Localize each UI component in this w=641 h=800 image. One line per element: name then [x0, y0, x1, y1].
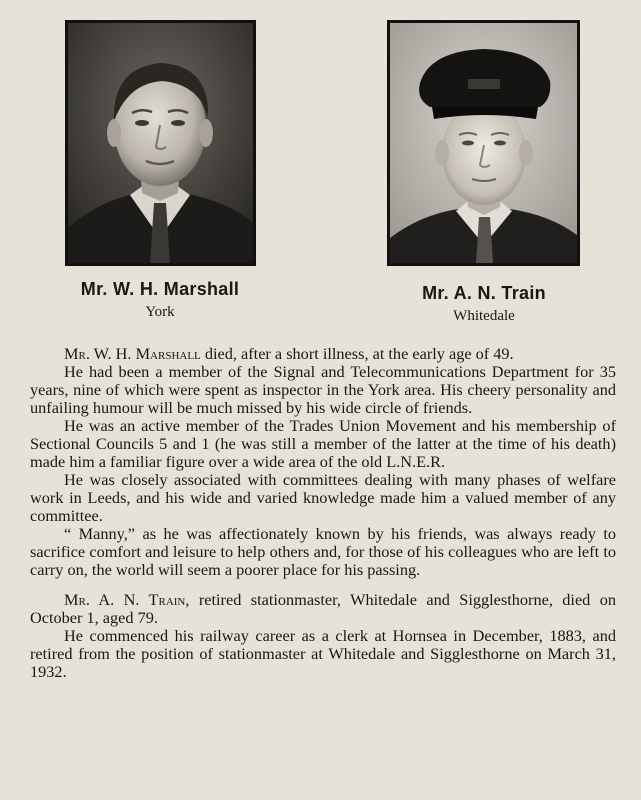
portrait-photo-train	[387, 20, 580, 266]
caption-name-train: Mr. A. N. Train	[422, 283, 546, 303]
lead-name-marshall: Mr. W. H. Marshall	[64, 344, 201, 363]
paragraph-marshall-union: He was an active member of the Trades Union Movement and his membership of Sectional Councils 5 and 1 (he was still a member of the latter at the time of his death) made him a familiar figure over a wide area of the old L.N.E.R.	[30, 416, 616, 471]
paragraph-train-career: He commenced his railway career as a clerk at Hornsea in December, 1883, and retired from the position of stationmaster at Whitedale and Sigglesthorne on March 31, 1932.	[30, 626, 616, 681]
paragraph-marshall-manny: “ Manny,” as he was affectionately known by his friends, was always ready to sacrifice comfort and leisure to help others and, for those of his colleagues who are left to carry on, the world will seem a poorer place for his passing.	[30, 524, 616, 579]
obituary-article	[30, 345, 616, 681]
paragraph-marshall-intro	[30, 345, 616, 363]
caption-name-marshall: Mr. W. H. Marshall	[80, 279, 240, 299]
caption-place-marshall: York	[145, 304, 175, 320]
paragraph-text: died, after a short illness, at the early age of 49.	[200, 344, 514, 363]
paragraph-text: , retired stationmaster, Whitedale and Sigglesthorne, died on October 1, aged 79.	[30, 590, 616, 627]
paragraph-marshall-welfare: He was closely associated with committees dealing with many phases of welfare work in Leeds, and his wide and varied knowledge made him a valued member of any committee.	[30, 470, 616, 525]
portrait-photo-marshall	[65, 20, 256, 266]
caption-place-train: Whitedale	[453, 308, 515, 324]
portrait-marshall-icon	[68, 23, 253, 263]
paragraph-marshall-career: He had been a member of the Signal and Telecommunications Department for 35 years, nine of which were spent as inspector in the York area. His cheery personality and unfailing humour will be much missed by his wide circle of friends.	[30, 362, 616, 417]
portrait-train-icon	[390, 23, 577, 263]
lead-name-train: Mr. A. N. Train	[64, 590, 186, 609]
paragraph-train-intro	[30, 591, 616, 627]
